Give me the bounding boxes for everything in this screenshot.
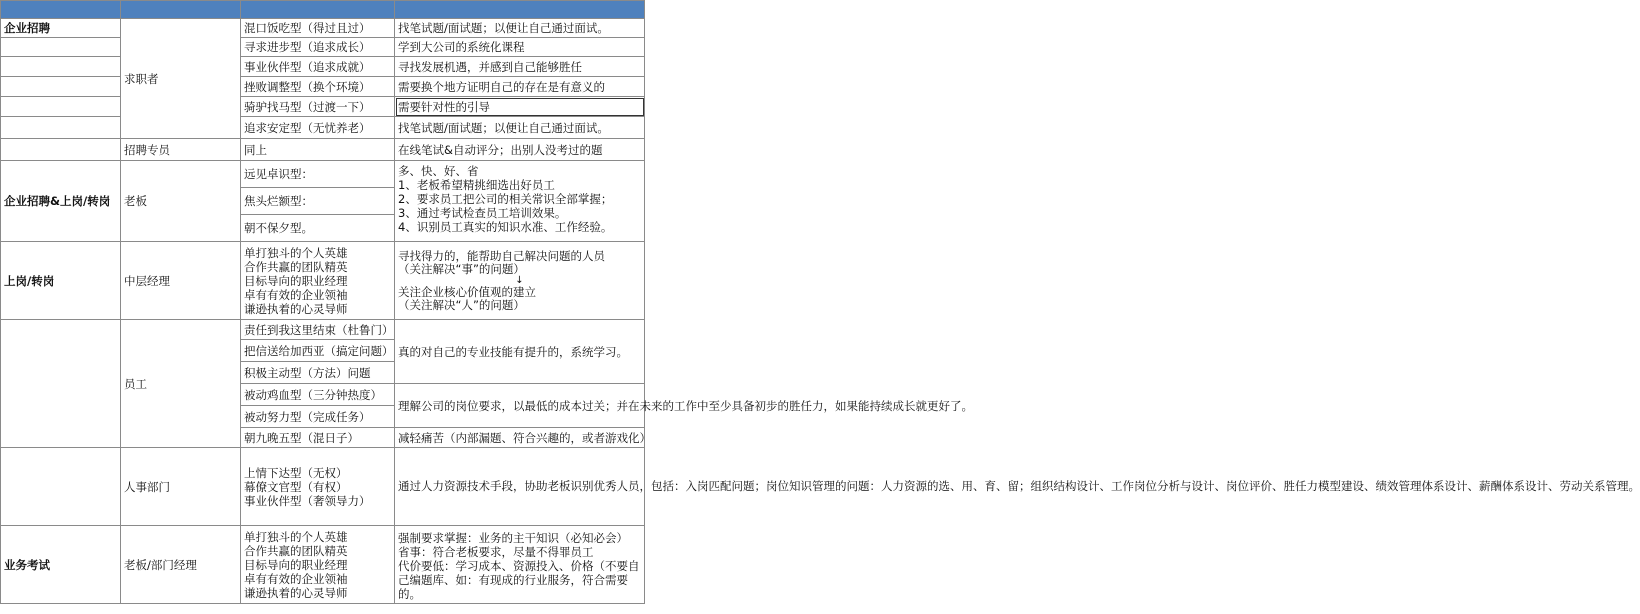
desc-line: 4、识别员工真实的知识水准、工作经验。 <box>398 220 613 234</box>
type-line: 谦逊执着的心灵导师 <box>244 301 348 316</box>
type-cell[interactable]: 追求安定型（无忧养老） <box>241 117 395 139</box>
type-line: 上情下达型（无权） <box>244 465 348 480</box>
type-line: 谦逊执着的心灵导师 <box>244 585 348 600</box>
table-row <box>1 117 645 139</box>
role-cell[interactable]: 老板/部门经理 <box>121 526 241 604</box>
type-line: 目标导向的职业经理 <box>244 557 348 572</box>
type-cell[interactable]: 被动鸡血型（三分钟热度） <box>241 384 395 406</box>
type-cell[interactable]: 焦头烂额型： <box>241 188 395 215</box>
empty-cell[interactable] <box>1 117 121 139</box>
desc-line: 强制要求掌握：业务的主干知识（必知必会） <box>398 531 628 545</box>
down-arrow-icon: ↓ <box>515 274 524 286</box>
type-line: 幕僚文官型（有权） <box>244 479 348 494</box>
category-cell[interactable]: 上岗/转岗 <box>1 242 121 320</box>
role-cell[interactable]: 人事部门 <box>121 448 241 526</box>
role-cell[interactable]: 员工 <box>121 320 241 448</box>
table-row <box>1 526 645 604</box>
type-cell[interactable]: 远见卓识型： <box>241 161 395 188</box>
table-row <box>1 320 645 340</box>
desc-line: 2、要求员工把公司的相关常识全部掌握； <box>398 192 613 206</box>
desc-cell[interactable]: 真的对自己的专业技能有提升的，系统学习。 <box>395 320 645 384</box>
empty-cell[interactable] <box>1 38 121 57</box>
type-cell[interactable]: 混口饭吃型（得过且过） <box>241 19 395 38</box>
empty-cell[interactable] <box>1 77 121 97</box>
type-line: 单打独斗的个人英雄 <box>244 245 348 260</box>
type-line: 事业伙伴型（奢领导力） <box>244 493 371 508</box>
type-cell[interactable]: 朝九晚五型（混日子） <box>241 428 395 448</box>
desc-line: 多、快、好、省 <box>398 164 479 178</box>
desc-line: （关注解决“事”的问题） <box>398 261 525 276</box>
desc-cell[interactable]: 通过人力资源技术手段，协助老板识别优秀人员，包括：入岗匹配问题；岗位知识管理的问题：人力资源的选、用、育、留；组织结构设计、工作岗位分析与设计、岗位评价、胜任力模型建设、绩效管理体系设计、薪酬体系设计、劳动关系管理。 <box>395 448 645 526</box>
desc-cell[interactable] <box>395 242 645 320</box>
type-line: 合作共赢的团队精英 <box>244 543 348 558</box>
type-line: 卓有有效的企业领袖 <box>244 571 348 586</box>
desc-cell[interactable]: 寻找发展机遇，并感到自己能够胜任 <box>395 57 645 77</box>
desc-line: 关注企业核心价值观的建立 <box>398 284 536 299</box>
desc-line: 寻找得力的，能帮助自己解决问题的人员 <box>398 248 605 263</box>
desc-line: 省事：符合老板要求，尽量不得罪员工 <box>398 545 594 559</box>
empty-cell[interactable] <box>1 139 121 161</box>
desc-cell[interactable] <box>395 161 645 242</box>
type-cell[interactable]: 事业伙伴型（追求成就） <box>241 57 395 77</box>
desc-cell[interactable]: 减轻痛苦（内部漏题、符合兴趣的，或者游戏化） <box>395 428 645 448</box>
type-line: 卓有有效的企业领袖 <box>244 287 348 302</box>
desc-line: 1、老板希望精挑细选出好员工 <box>398 178 555 192</box>
type-cell[interactable]: 把信送给加西亚（搞定问题） <box>241 340 395 362</box>
category-cell[interactable]: 业务考试 <box>1 526 121 604</box>
desc-cell[interactable]: 找笔试题/面试题；以便让自己通过面试。 <box>395 117 645 139</box>
type-cell[interactable] <box>241 526 395 604</box>
table-row <box>1 242 645 320</box>
desc-cell[interactable]: 需要换个地方证明自己的存在是有意义的 <box>395 77 645 97</box>
table-row <box>1 77 645 97</box>
type-cell[interactable]: 朝不保夕型。 <box>241 215 395 242</box>
category-cell[interactable]: 企业招聘 <box>1 19 121 38</box>
table-row <box>1 19 645 38</box>
role-cell[interactable]: 中层经理 <box>121 242 241 320</box>
empty-cell[interactable] <box>1 57 121 77</box>
table-row <box>1 97 645 117</box>
empty-cell[interactable] <box>1 448 121 526</box>
category-cell[interactable]: 企业招聘&上岗/转岗 <box>1 161 121 242</box>
type-cell[interactable]: 骑驴找马型（过渡一下） <box>241 97 395 117</box>
type-line: 合作共赢的团队精英 <box>244 259 348 274</box>
table-row <box>1 38 645 57</box>
header-cell[interactable] <box>121 1 241 19</box>
table-row <box>1 448 645 526</box>
type-cell[interactable]: 责任到我这里结束（杜鲁门） <box>241 320 395 340</box>
desc-cell[interactable] <box>395 526 645 604</box>
desc-cell[interactable]: 在线笔试&自动评分；出别人没考过的题 <box>395 139 645 161</box>
type-cell[interactable]: 同上 <box>241 139 395 161</box>
desc-line: （关注解决“人”的问题） <box>398 297 525 312</box>
type-cell[interactable]: 被动努力型（完成任务） <box>241 406 395 428</box>
desc-cell[interactable]: 理解公司的岗位要求，以最低的成本过关；并在未来的工作中至少具备初步的胜任力，如果能持续成长就更好了。 <box>395 384 645 428</box>
desc-line: 3、通过考试检查员工培训效果。 <box>398 206 567 220</box>
empty-cell[interactable] <box>1 97 121 117</box>
type-cell[interactable]: 积极主动型（方法）问题 <box>241 362 395 384</box>
header-cell[interactable] <box>241 1 395 19</box>
empty-cell[interactable] <box>1 320 121 448</box>
table-row <box>1 139 645 161</box>
type-cell[interactable]: 寻求进步型（追求成长） <box>241 38 395 57</box>
desc-cell[interactable]: 找笔试题/面试题；以便让自己通过面试。 <box>395 19 645 38</box>
desc-cell[interactable]: 学到大公司的系统化课程 <box>395 38 645 57</box>
header-cell[interactable] <box>1 1 121 19</box>
desc-line: 代价要低：学习成本、资源投入、价格（不要自己编题库、如：有现成的行业服务，符合需要的。 <box>398 559 640 601</box>
role-cell[interactable]: 老板 <box>121 161 241 242</box>
type-cell[interactable] <box>241 242 395 320</box>
header-row <box>1 1 645 19</box>
type-line: 目标导向的职业经理 <box>244 273 348 288</box>
type-cell[interactable] <box>241 448 395 526</box>
type-cell[interactable]: 挫败调整型（换个环境） <box>241 77 395 97</box>
role-cell[interactable]: 求职者 <box>121 19 241 139</box>
type-line: 单打独斗的个人英雄 <box>244 529 348 544</box>
table-row <box>1 57 645 77</box>
role-cell[interactable]: 招聘专员 <box>121 139 241 161</box>
table-row <box>1 161 645 188</box>
header-cell[interactable] <box>395 1 645 19</box>
desc-cell-selected[interactable]: 需要针对性的引导 <box>395 97 645 117</box>
